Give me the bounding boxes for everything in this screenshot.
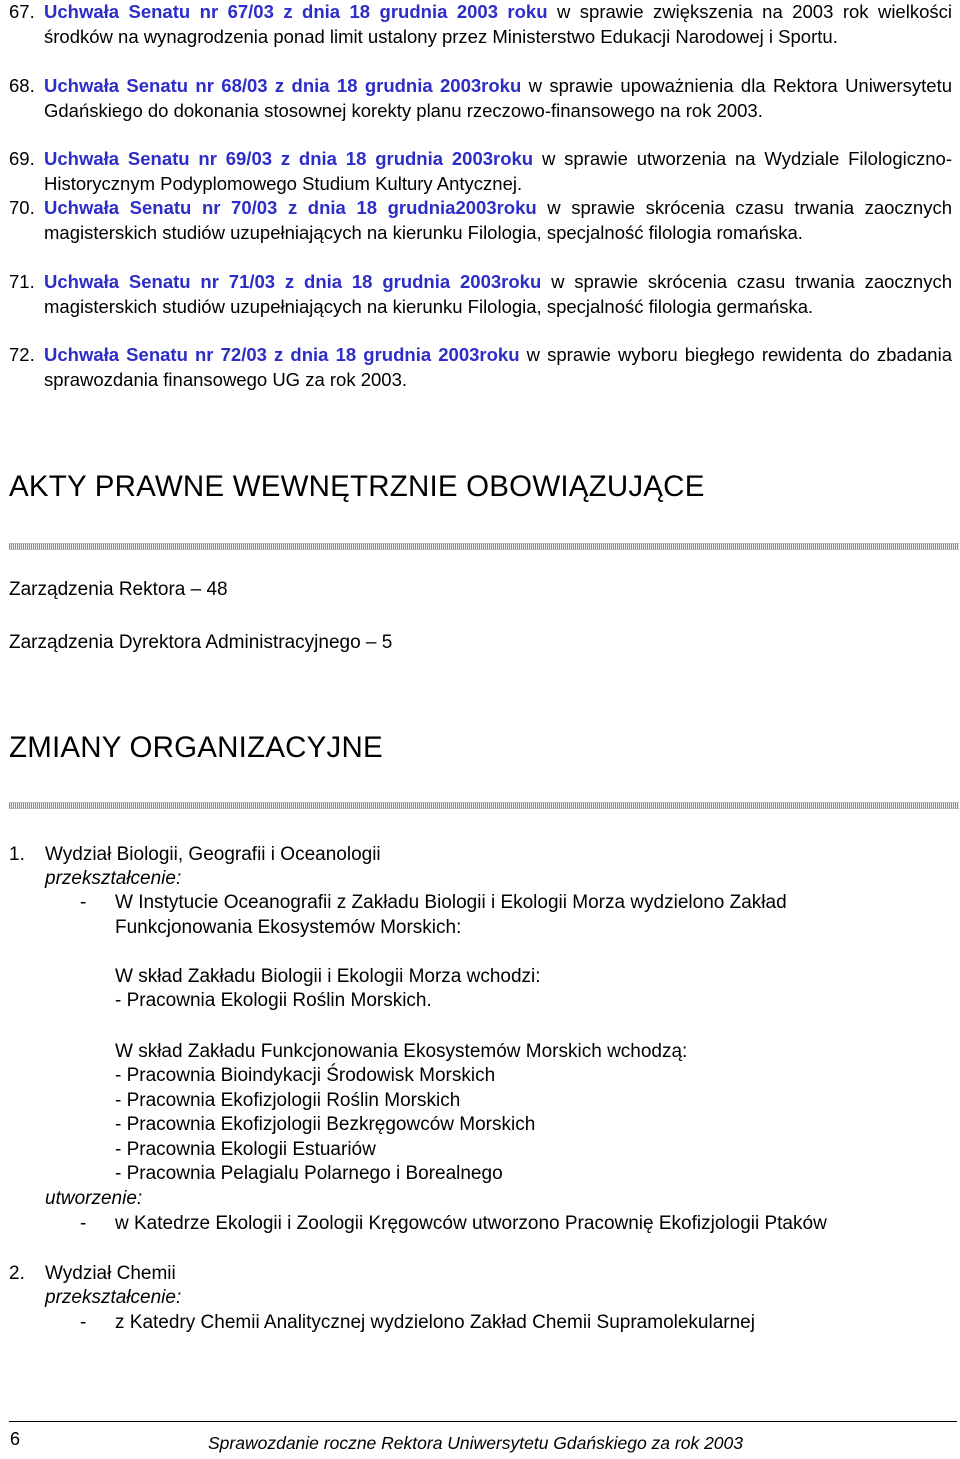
resolution-68 xyxy=(9,74,952,123)
creation-label: utworzenie: xyxy=(45,1188,143,1209)
resolution-number: 70. xyxy=(9,197,35,218)
list-item: - Pracownia Pelagialu Polarnego i Borealnego xyxy=(115,1163,503,1184)
group-2-heading: W skład Zakładu Funkcjonowania Ekosystemów Morskich wchodzą: xyxy=(115,1041,688,1062)
section-divider xyxy=(9,802,959,809)
transformation-item: z Katedry Chemii Analitycznej wydzielono Zakład Chemii Supramolekularnej xyxy=(115,1312,755,1333)
resolution-text: w sprawie wyboru biegłego rewidenta do zbadania sprawozdania finansowego UG za rok 2003. xyxy=(44,344,952,390)
resolution-title: Uchwała Senatu nr 71/03 z dnia 18 grudnia 2003roku xyxy=(44,271,542,292)
resolution-title: Uchwała Senatu nr 69/03 z dnia 18 grudnia 2003roku xyxy=(44,148,534,169)
director-orders: Zarządzenia Dyrektora Administracyjnego – 5 xyxy=(9,632,393,653)
resolution-number: 69. xyxy=(9,148,35,169)
resolution-number: 71. xyxy=(9,271,35,292)
section-1-title: Wydział Biologii, Geografii i Oceanologii xyxy=(45,844,381,865)
group-1-heading: W skład Zakładu Biologii i Ekologii Morza wchodzi: xyxy=(115,966,541,987)
footer-divider xyxy=(9,1421,957,1422)
acts-heading: AKTY PRAWNE WEWNĘTRZNIE OBOWIĄZUJĄCE xyxy=(9,470,705,503)
transformation-item-cont: Funkcjonowania Ekosystemów Morskich: xyxy=(115,917,462,938)
resolution-title: Uchwała Senatu nr 68/03 z dnia 18 grudnia 2003roku xyxy=(44,75,522,96)
resolution-text: w sprawie upoważnienia dla Rektora Uniwersytetu Gdańskiego do dokonania stosownej korekty planu rzeczowo-finansowego na rok 2003. xyxy=(44,75,952,121)
resolution-text: w sprawie skrócenia czasu trwania zaocznych magisterskich studiów uzupełniających na kierunku Filologia, specjalność filologia romańska. xyxy=(44,197,952,243)
resolution-number: 72. xyxy=(9,344,35,365)
resolution-number: 67. xyxy=(9,1,35,22)
resolution-70 xyxy=(9,196,952,245)
resolution-67 xyxy=(9,0,952,49)
resolution-text: w sprawie utworzenia na Wydziale Filologiczno-Historycznym Podyplomowego Studium Kultury Antycznej. xyxy=(44,148,952,194)
resolution-title: Uchwała Senatu nr 67/03 z dnia 18 grudnia 2003 roku xyxy=(44,1,548,22)
section-divider xyxy=(9,543,959,550)
resolution-72 xyxy=(9,343,952,392)
rector-orders: Zarządzenia Rektora – 48 xyxy=(9,579,228,600)
list-item: - Pracownia Ekologii Estuariów xyxy=(115,1139,376,1160)
list-item: - Pracownia Ekologii Roślin Morskich. xyxy=(115,990,432,1011)
transformation-label: przekształcenie: xyxy=(45,1287,182,1308)
list-item: - Pracownia Ekofizjologii Roślin Morskich xyxy=(115,1090,461,1111)
resolution-number: 68. xyxy=(9,75,35,96)
section-2-number: 2. xyxy=(9,1263,25,1284)
list-item: - Pracownia Ekofizjologii Bezkręgowców Morskich xyxy=(115,1114,536,1135)
creation-item: w Katedrze Ekologii i Zoologii Kręgowców utworzono Pracownię Ekofizjologii Ptaków xyxy=(115,1213,827,1234)
footer-text: Sprawozdanie roczne Rektora Uniwersytetu Gdańskiego za rok 2003 xyxy=(208,1433,744,1453)
resolution-title: Uchwała Senatu nr 70/03 z dnia 18 grudnia2003roku xyxy=(44,197,537,218)
list-dash: - xyxy=(80,892,87,913)
list-dash: - xyxy=(80,1312,87,1333)
resolution-71 xyxy=(9,270,952,319)
page-number: 6 xyxy=(10,1429,21,1449)
resolution-title: Uchwała Senatu nr 72/03 z dnia 18 grudnia 2003roku xyxy=(44,344,520,365)
transformation-label: przekształcenie: xyxy=(45,868,182,889)
list-dash: - xyxy=(80,1213,87,1234)
resolution-69 xyxy=(9,147,952,196)
resolution-text: w sprawie skrócenia czasu trwania zaocznych magisterskich studiów uzupełniających na kierunku Filologia, specjalność filologia germańska. xyxy=(44,271,952,317)
transformation-item: W Instytucie Oceanografii z Zakładu Biologii i Ekologii Morza wydzielono Zakład xyxy=(115,892,787,913)
resolution-text: w sprawie zwiększenia na 2003 rok wielkości środków na wynagrodzenia ponad limit ustalony przez Ministerstwo Edukacji Narodowej i Sportu. xyxy=(44,1,952,47)
section-1-number: 1. xyxy=(9,844,25,865)
org-changes-heading: ZMIANY ORGANIZACYJNE xyxy=(9,731,383,764)
section-2-title: Wydział Chemii xyxy=(45,1263,176,1284)
list-item: - Pracownia Bioindykacji Środowisk Morskich xyxy=(115,1065,496,1086)
